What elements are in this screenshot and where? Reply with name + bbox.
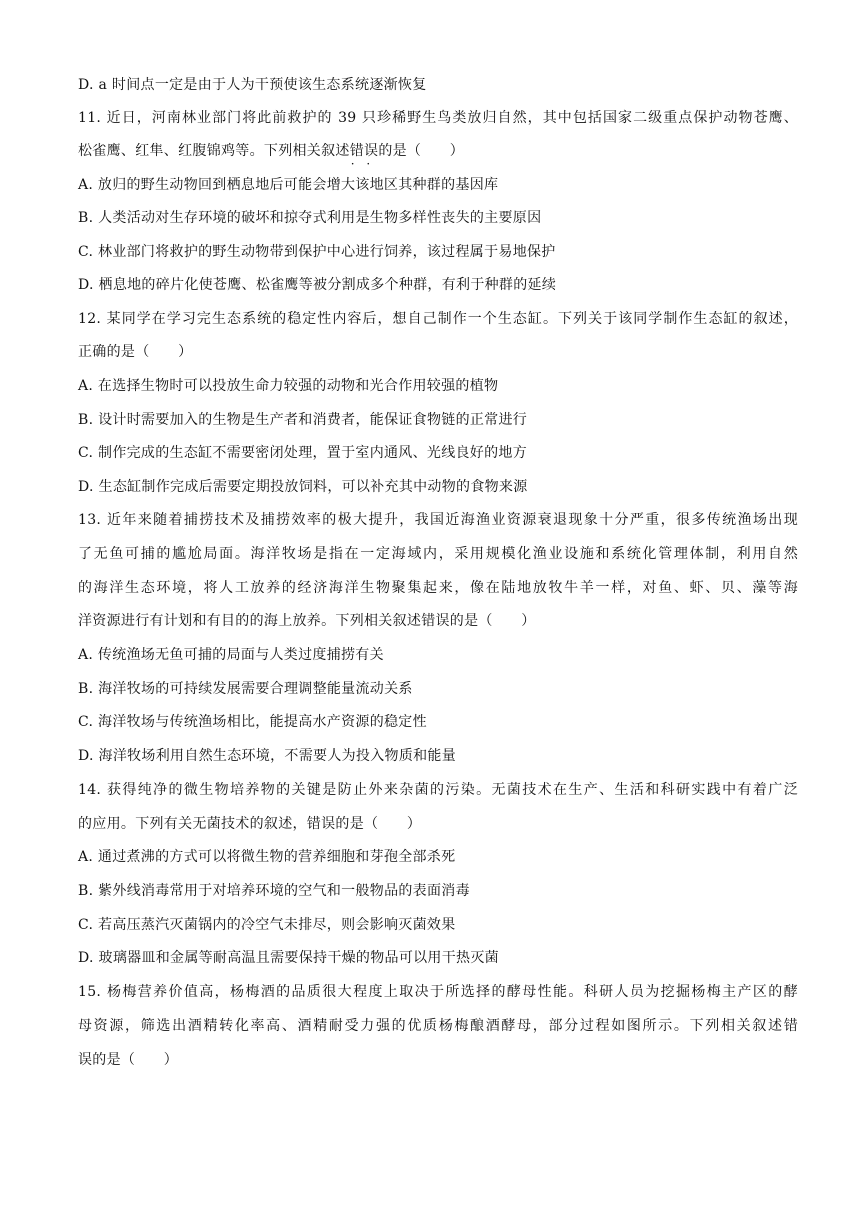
q12-option-c: C. 制作完成的生态缸不需要密闭处理，置于室内通风、光线良好的地方 xyxy=(78,445,528,461)
q13-option-d: D. 海洋牧场利用自然生态环境，不需要人为投入物质和能量 xyxy=(78,748,457,764)
q13-option-a: A. 传统渔场无鱼可捕的局面与人类过度捕捞有关 xyxy=(78,647,384,663)
q13-stem-line-1: 13. 近年来随着捕捞技术及捕捞效率的极大提升，我国近海渔业资源衰退现象十分严重，很多传统渔场出现 xyxy=(78,512,798,528)
q11-option-a: A. 放归的野生动物回到栖息地后可能会增大该地区其种群的基因库 xyxy=(78,177,499,193)
q15-stem-line-1: 15. 杨梅营养价值高，杨梅酒的品质很大程度上取决于所选择的酵母性能。科研人员为挖掘杨梅主产区的酵 xyxy=(78,984,798,1000)
q11-stem-text: 松雀鹰、红隼、红腹锦鸡等。下列相关叙述 xyxy=(78,143,350,159)
q14-stem-line-1: 14. 获得纯净的微生物培养物的关键是防止外来杂菌的污染。无菌技术在生产、生活和科研实践中有着广泛 xyxy=(78,782,798,798)
q11-stem-line-2 xyxy=(78,141,798,161)
q13-stem-line-2: 了无鱼可捕的尴尬局面。海洋牧场是指在一定海域内，采用规模化渔业设施和系统化管理体制，利用自然 xyxy=(78,546,798,562)
q12-option-b: B. 设计时需要加入的生物是生产者和消费者，能保证食物链的正常进行 xyxy=(78,412,528,428)
q11-emphasis-word: 错误 · · xyxy=(350,143,379,159)
q12-stem-line-1: 12. 某同学在学习完生态系统的稳定性内容后，想自己制作一个生态缸。下列关于该同学制作生态缸的叙述， xyxy=(78,311,798,327)
q13-stem-line-4: 洋资源进行有计划和有目的的海上放养。下列相关叙述错误的是（ ） xyxy=(78,613,536,629)
q15-stem-line-3: 误的是（ ） xyxy=(78,1052,179,1068)
q14-option-b: B. 紫外线消毒常用于对培养环境的空气和一般物品的表面消毒 xyxy=(78,883,470,899)
q13-stem-line-3: 的海洋生态环境，将人工放养的经济海洋生物聚集起来，像在陆地放牧牛羊一样，对鱼、虾、贝、藻等海 xyxy=(78,580,798,596)
q12-option-d: D. 生态缸制作完成后需要定期投放饲料，可以补充其中动物的食物来源 xyxy=(78,479,528,495)
q13-option-c: C. 海洋牧场与传统渔场相比，能提高水产资源的稳定性 xyxy=(78,714,427,730)
q14-option-d: D. 玻璃器皿和金属等耐高温且需要保持干燥的物品可以用干热灭菌 xyxy=(78,950,499,966)
q13-option-b: B. 海洋牧场的可持续发展需要合理调整能量流动关系 xyxy=(78,681,413,697)
q11-option-d: D. 栖息地的碎片化使苍鹰、松雀鹰等被分割成多个种群，有利于种群的延续 xyxy=(78,277,557,293)
q11-stem-line-1: 11. 近日，河南林业部门将此前救护的 39 只珍稀野生鸟类放归自然，其中包括国家二级重点保护动物苍鹰、 xyxy=(78,110,798,126)
q15-stem-line-2: 母资源，筛选出酒精转化率高、酒精耐受力强的优质杨梅酿酒酵母，部分过程如图所示。下列相关叙述错 xyxy=(78,1018,798,1034)
q11-option-c: C. 林业部门将救护的野生动物带到保护中心进行饲养，该过程属于易地保护 xyxy=(78,244,556,260)
q12-stem-line-2: 正确的是（ ） xyxy=(78,344,193,360)
q14-option-a: A. 通过煮沸的方式可以将微生物的营养细胞和芽孢全部杀死 xyxy=(78,849,456,865)
q11-option-b: B. 人类活动对生存环境的破坏和掠夺式利用是生物多样性丧失的主要原因 xyxy=(78,210,542,226)
q14-stem-line-2: 的应用。下列有关无菌技术的叙述，错误的是（ ） xyxy=(78,816,422,832)
q11-stem-answer-blank: 的是（ ） xyxy=(378,143,465,159)
q12-option-a: A. 在选择生物时可以投放生命力较强的动物和光合作用较强的植物 xyxy=(78,378,499,394)
q14-option-c: C. 若高压蒸汽灭菌锅内的冷空气未排尽，则会影响灭菌效果 xyxy=(78,917,456,933)
prev-question-option-d: D. a 时间点一定是由于人为干预使该生态系统逐渐恢复 xyxy=(78,77,427,93)
